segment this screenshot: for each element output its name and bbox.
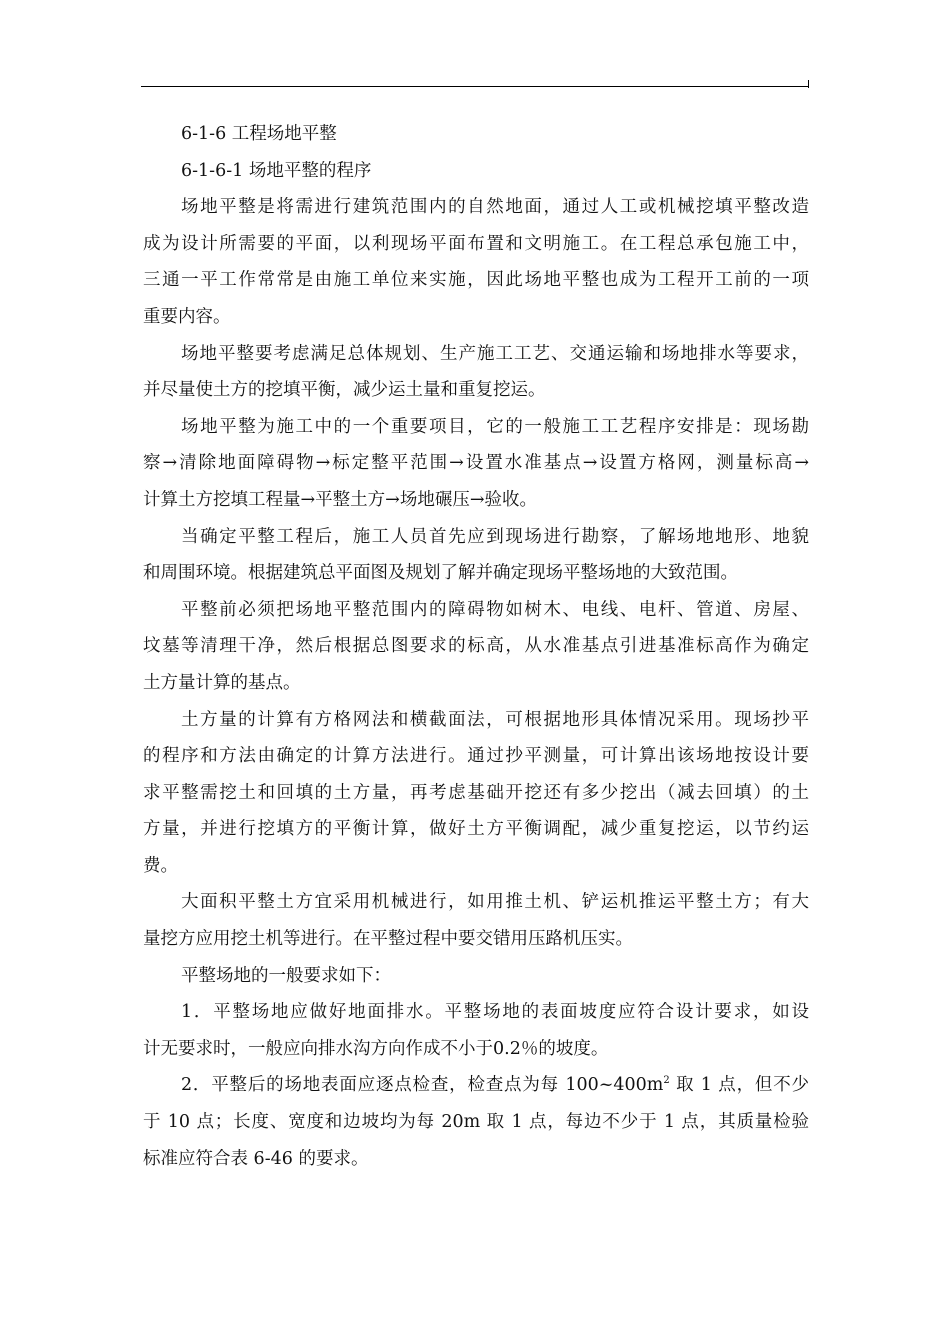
text-line: 费。 [143,855,178,876]
text-line: 坟墓等清理干净，然后根据总图要求的标高，从水准基点引进基准标高作为确定 [143,636,809,657]
section-heading-6-1-6: 6-1-6 工程场地平整 [181,124,337,144]
text-run: 取 1 点，但不少 [669,1075,809,1096]
superscript: 2 [663,1075,670,1087]
text-line: 察→清除地面障碍物→标定整平范围→设置水准基点→设置方格网，测量标高→ [143,453,809,474]
text-line: 场地平整为施工中的一个重要项目，它的一般施工工艺程序安排是：现场勘 [181,416,809,437]
text-line: 的程序和方法由确定的计算方法进行。通过抄平测量，可计算出该场地按设计要 [143,746,809,767]
text-line: 重要内容。 [143,306,231,327]
text-line: 成为设计所需要的平面，以利现场平面布置和文明施工。在工程总承包施工中， [143,233,809,254]
paragraph-3 [143,409,809,519]
header-rule-end-mark [808,80,809,88]
text-line: 1．平整场地应做好地面排水。平整场地的表面坡度应符合设计要求，如设 [181,1002,809,1023]
text-line: 土方量的计算有方格网法和横截面法，可根据地形具体情况采用。现场抄平 [181,709,809,730]
header-rule [141,86,808,87]
text-line: 并尽量使土方的挖填平衡，减少运土量和重复挖运。 [143,380,546,401]
paragraph-2 [143,336,809,409]
paragraph-5 [143,592,809,702]
paragraph-8 [143,958,809,995]
text-line: 大面积平整土方宜采用机械进行，如用推土机、铲运机推运平整土方；有大 [181,892,809,913]
text-line: 求平整需挖土和回填的土方量，再考虑基础开挖还有多少挖出（减去回填）的土 [143,782,809,803]
text-run: 2．平整后的场地表面应逐点检查，检查点为每 100~400m [181,1075,664,1096]
text-line: 平整场地的一般要求如下： [181,965,391,986]
text-line: 计无要求时，一般应向排水沟方向作成不小于0.2％的坡度。 [143,1038,609,1059]
text-line: 平整前必须把场地平整范围内的障碍物如树木、电线、电杆、管道、房屋、 [181,599,809,620]
text-line: 三通一平工作常常是由施工单位来实施，因此场地平整也成为工程开工前的一项 [143,270,809,291]
text-line: 方量，并进行挖填方的平衡计算，做好土方平衡调配，减少重复挖运，以节约运 [143,819,809,840]
subsection-heading-6-1-6-1: 6-1-6-1 场地平整的程序 [181,160,372,181]
list-item-1 [143,994,809,1067]
text-line: 于 10 点；长度、宽度和边坡均为每 20m 取 1 点，每边不少于 1 点，其质量检验 [143,1112,809,1133]
text-line: 和周围环境。根据建筑总平面图及规划了解并确定现场平整场地的大致范围。 [143,563,738,584]
paragraph-4 [143,519,809,592]
text-line: 当确定平整工程后，施工人员首先应到现场进行勘察，了解场地地形、地貌 [181,526,809,547]
text-line: 标准应符合表 6-46 的要求。 [143,1148,369,1169]
text-line: 土方量计算的基点。 [143,672,301,693]
text-line [143,1067,809,1104]
text-line: 计算土方挖填工程量→平整土方→场地碾压→验收。 [143,489,537,510]
paragraph-1 [143,189,809,335]
text-line: 量挖方应用挖土机等进行。在平整过程中要交错用压路机压实。 [143,929,633,950]
text-line: 场地平整要考虑满足总体规划、生产施工工艺、交通运输和场地排水等要求， [181,343,809,364]
text-line: 场地平整是将需进行建筑范围内的自然地面，通过人工或机械挖填平整改造 [181,197,809,218]
list-item-2 [143,1067,809,1177]
page-content [143,116,809,1177]
paragraph-6 [143,702,809,885]
paragraph-7 [143,884,809,957]
